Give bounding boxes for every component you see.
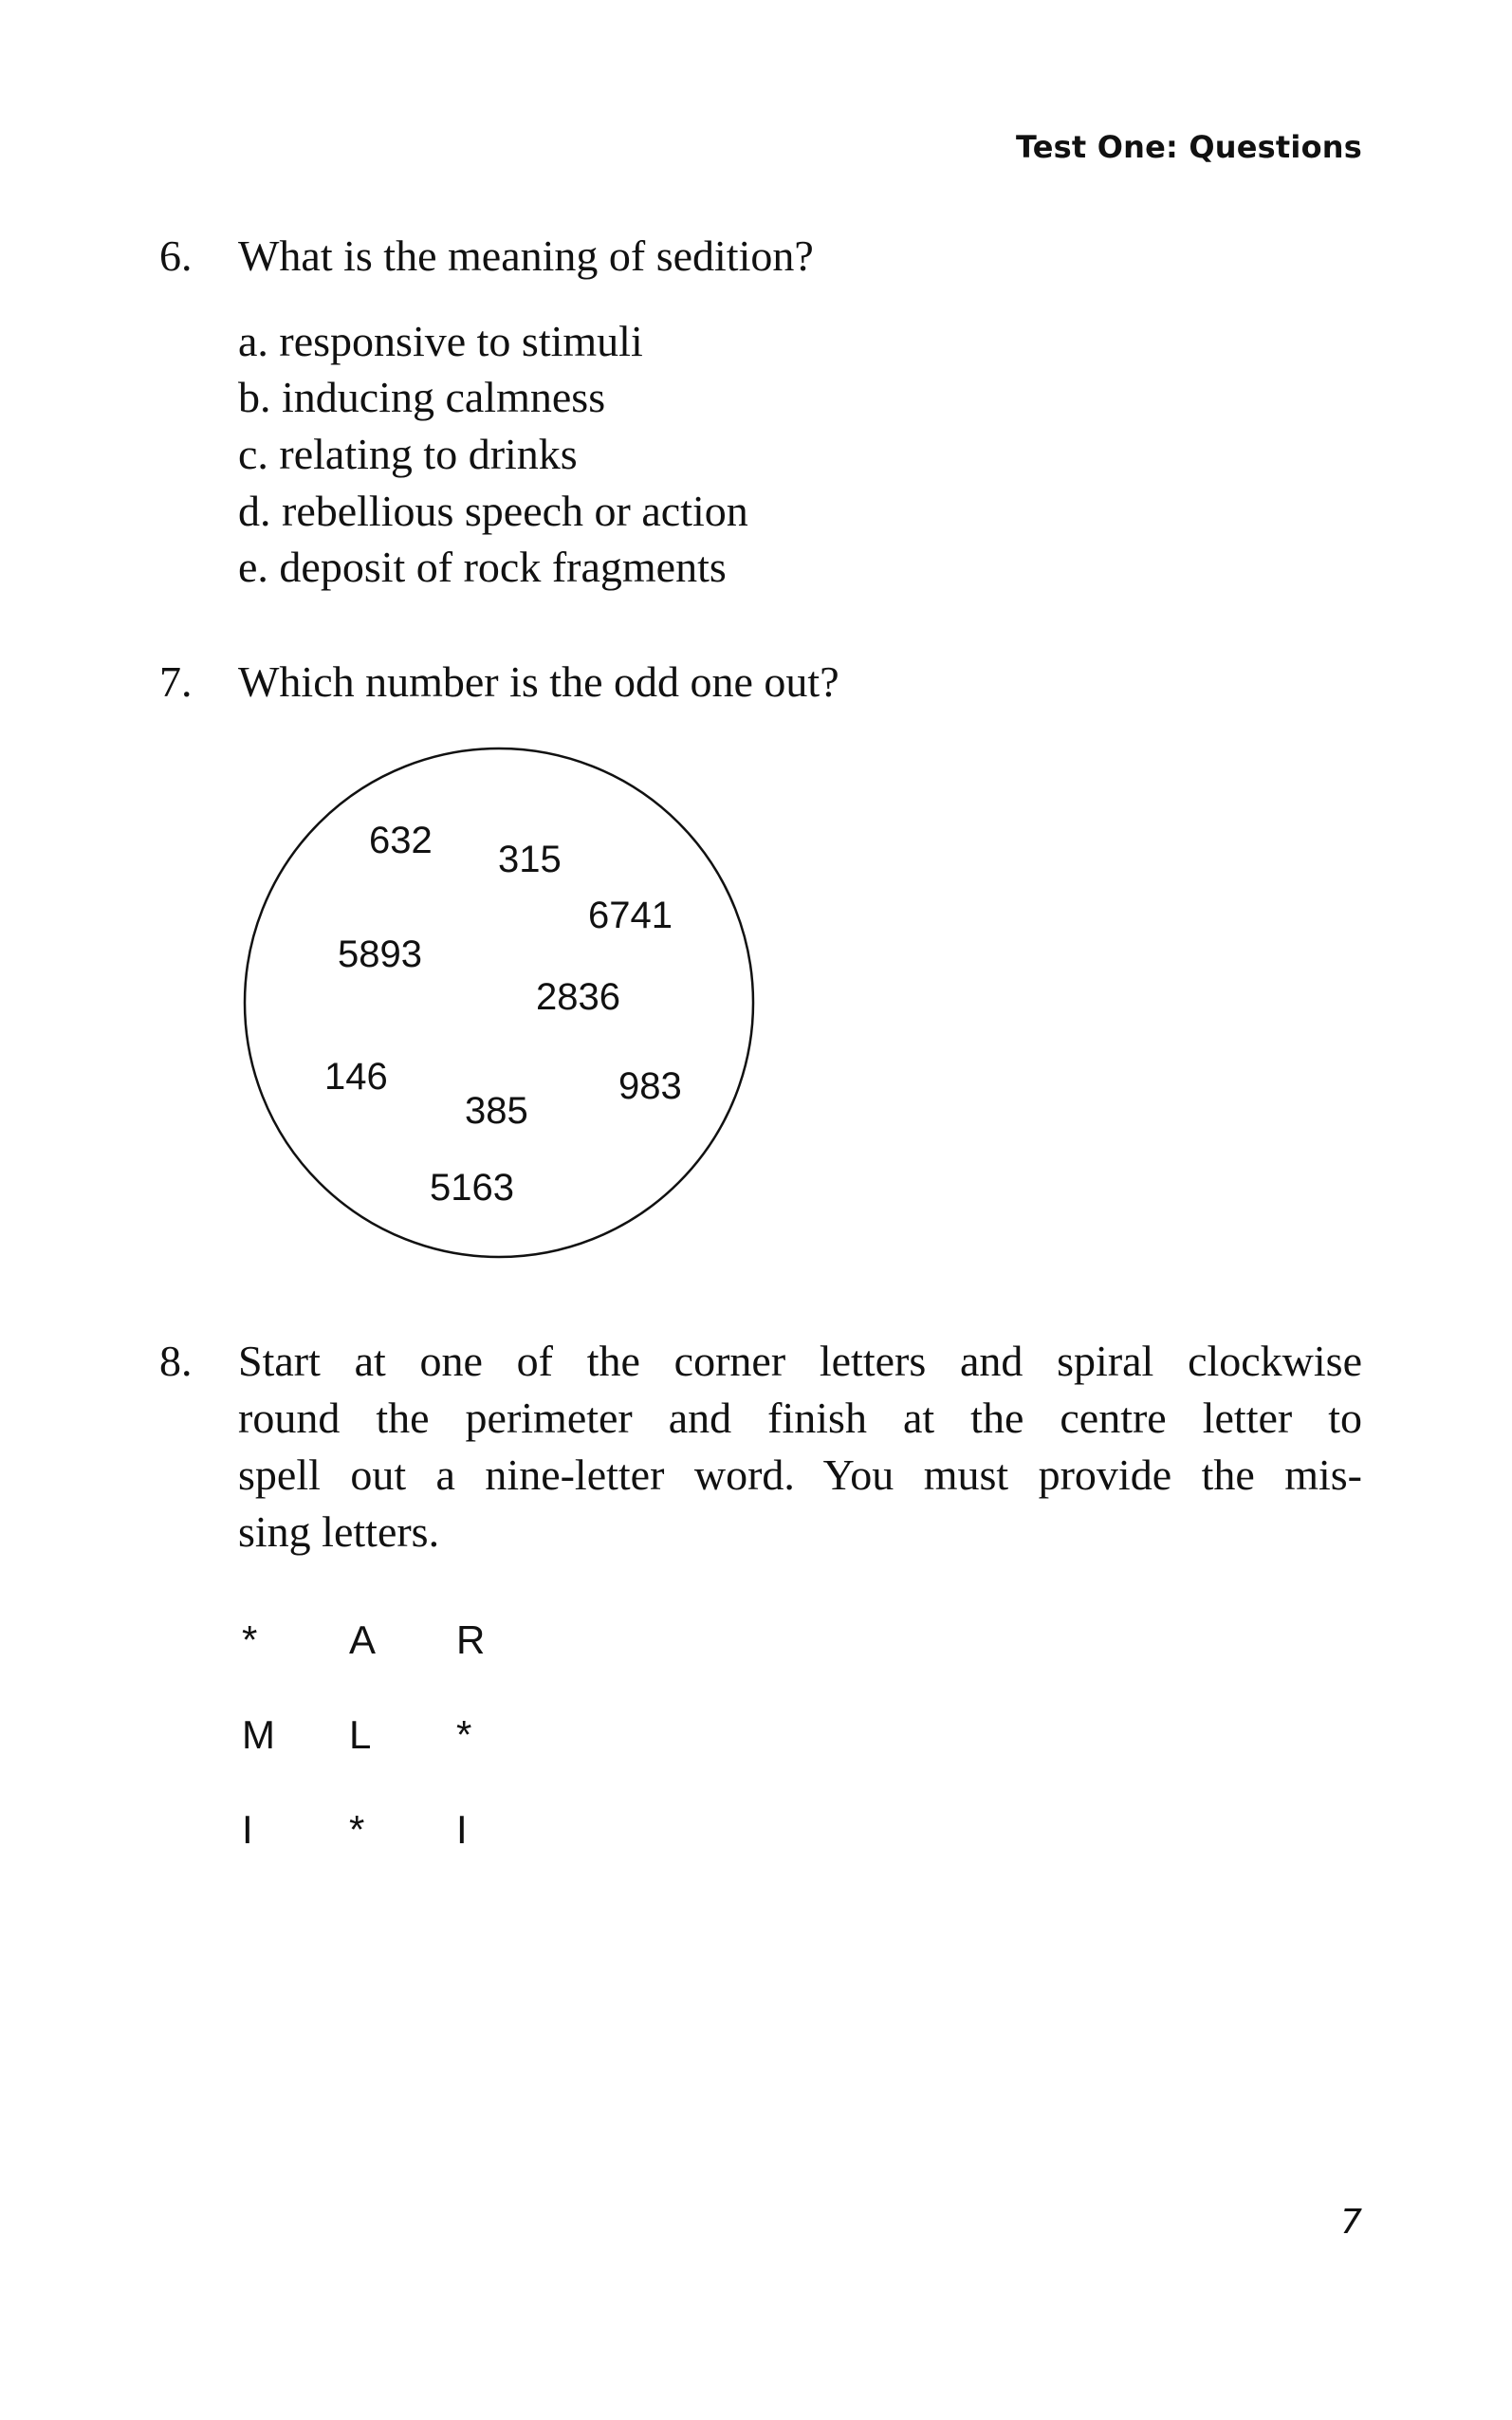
question-8-number: 8. xyxy=(159,1337,193,1385)
question-8-line: sing letters. xyxy=(238,1507,440,1556)
question-8-text xyxy=(238,1333,1362,1561)
question-6-text: What is the meaning of sedition? xyxy=(238,231,814,280)
circle-number: 315 xyxy=(498,839,562,880)
question-6-number: 6. xyxy=(159,231,193,280)
question-8-line: Start at one of the corner letters and spiral clockwise xyxy=(238,1337,1362,1385)
grid-cell: * xyxy=(349,1807,365,1852)
circle-number: 5893 xyxy=(338,933,422,975)
grid-cell: L xyxy=(349,1712,372,1757)
circle-number: 6741 xyxy=(588,895,673,936)
circle-number: 632 xyxy=(369,820,433,861)
circle-number: 146 xyxy=(324,1056,388,1098)
circle-number: 2836 xyxy=(536,976,620,1018)
question-6-option-c: c. relating to drinks xyxy=(238,430,578,478)
question-8-line: round the perimeter and finish at the centre letter to xyxy=(238,1394,1362,1442)
page-number: 7 xyxy=(1340,2203,1362,2242)
circle-number: 385 xyxy=(465,1090,528,1132)
question-6-option-d: d. rebellious speech or action xyxy=(238,487,748,535)
question-6-option-a: a. responsive to stimuli xyxy=(238,317,643,365)
circle-number: 983 xyxy=(618,1065,682,1107)
grid-cell: I xyxy=(242,1807,253,1852)
grid-cell: R xyxy=(456,1617,486,1662)
grid-cell: I xyxy=(456,1807,468,1852)
running-head: Test One: Questions xyxy=(1015,129,1362,165)
question-7-number: 7. xyxy=(159,657,193,706)
circle-number: 5163 xyxy=(430,1167,514,1209)
question-6-option-b: b. inducing calmness xyxy=(238,373,606,421)
grid-cell: A xyxy=(349,1617,377,1662)
question-7-text: Which number is the odd one out? xyxy=(238,657,839,706)
question-8-line: spell out a nine-letter word. You must provide the mis- xyxy=(238,1450,1362,1499)
grid-cell: M xyxy=(242,1712,275,1757)
grid-cell: * xyxy=(456,1712,472,1757)
question-6-option-e: e. deposit of rock fragments xyxy=(238,543,727,591)
number-circle-diagram xyxy=(237,745,759,1262)
grid-cell: * xyxy=(242,1617,258,1662)
